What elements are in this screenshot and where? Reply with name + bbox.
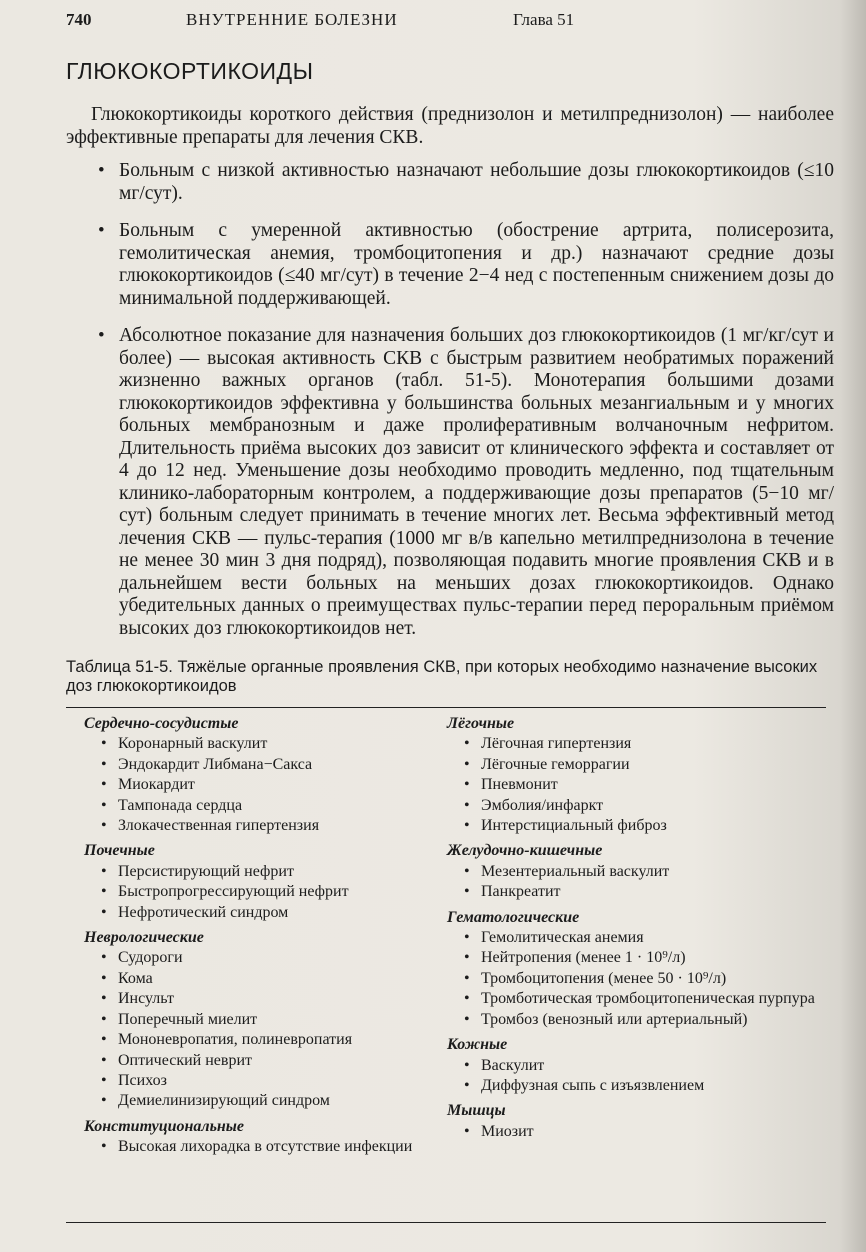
bullet-icon: •	[464, 776, 470, 794]
list-item-text: Инсульт	[118, 990, 174, 1008]
bullet-text: Больным с умеренной активностью (обострение артрита, полисерозита, гемолитическая анемия, тромбоцитопения и др.) назначают средние дозы глюкокортикоидов (≤40 мг/сут) в течение 2−4 нед с постепенным снижением дозы до минимальной поддерживающей.	[119, 220, 834, 309]
treatment-bullet-list	[66, 160, 834, 655]
list-item	[84, 1030, 424, 1050]
bullet-icon: •	[464, 1076, 470, 1094]
category-list	[447, 1122, 817, 1142]
group-gap	[84, 836, 424, 839]
bullet-icon: •	[101, 883, 107, 901]
bullet-icon: •	[464, 883, 470, 901]
list-item-text: Гемолитическая анемия	[481, 929, 644, 947]
bullet-item	[66, 220, 834, 310]
bullet-icon: •	[101, 817, 107, 835]
list-item	[447, 734, 817, 754]
list-item-text: Кома	[118, 969, 153, 987]
list-item-text: Психоз	[118, 1071, 167, 1089]
list-item	[84, 1010, 424, 1030]
group-gap	[84, 1112, 424, 1115]
table-left-column	[84, 712, 424, 1158]
list-item	[447, 755, 817, 775]
list-item	[84, 1071, 424, 1091]
table-category: Гематологические	[447, 908, 580, 926]
list-item	[447, 796, 817, 816]
bullet-icon: •	[464, 817, 470, 835]
list-item-text: Пневмонит	[481, 776, 558, 794]
book-title: ВНУТРЕННИЕ БОЛЕЗНИ	[186, 10, 398, 29]
bullet-icon: •	[101, 755, 107, 773]
bullet-icon: •	[101, 1051, 107, 1069]
list-item-text: Мононевропатия, полиневропатия	[118, 1031, 353, 1049]
bullet-icon: •	[101, 1138, 107, 1156]
list-item	[84, 882, 424, 902]
list-item	[447, 882, 817, 902]
bullet-icon: •	[101, 990, 107, 1008]
list-item	[84, 1091, 424, 1111]
list-item	[84, 1051, 424, 1071]
group-gap	[447, 1030, 817, 1033]
list-item-text: Миокардит	[118, 776, 195, 794]
bullet-icon: •	[101, 776, 107, 794]
list-item	[84, 796, 424, 816]
bullet-icon: •	[464, 949, 470, 967]
list-item	[84, 989, 424, 1009]
list-item-text: Судороги	[118, 949, 183, 967]
bullet-item	[66, 160, 834, 205]
category-list	[447, 1056, 817, 1097]
intro-paragraph: Глюкокортикоиды короткого действия (преднизолон и метилпреднизолон) — наиболее эффективные препараты для лечения СКВ.	[66, 104, 834, 148]
list-item-text: Мезентериальный васкулит	[481, 862, 670, 880]
list-item	[84, 948, 424, 968]
list-item-text: Злокачественная гипертензия	[118, 817, 320, 835]
list-item	[447, 969, 817, 989]
list-item-text: Быстропрогрессирующий нефрит	[118, 883, 349, 901]
group-gap	[447, 903, 817, 906]
group-gap	[447, 836, 817, 839]
bullet-text: Больным с низкой активностью назначают небольшие дозы глюкокортикоидов (≤10 мг/сут).	[119, 160, 834, 204]
list-item-text: Миозит	[481, 1122, 534, 1140]
bullet-icon: •	[101, 969, 107, 987]
bullet-icon: •	[101, 949, 107, 967]
list-item-text: Персистирующий нефрит	[118, 862, 294, 880]
list-item	[84, 969, 424, 989]
list-item	[84, 775, 424, 795]
table-category: Конституциональные	[84, 1117, 245, 1135]
bullet-item	[66, 325, 834, 640]
list-item	[84, 862, 424, 882]
list-item	[447, 989, 817, 1009]
category-list	[447, 928, 817, 1030]
list-item-text: Эмболия/инфаркт	[481, 796, 604, 814]
group-gap	[84, 923, 424, 926]
bullet-icon: •	[101, 796, 107, 814]
table-label: Таблица 51-5.	[66, 658, 173, 676]
list-item	[447, 1056, 817, 1076]
list-item	[447, 928, 817, 948]
category-list	[84, 948, 424, 1111]
bullet-icon: •	[101, 1010, 107, 1028]
page-number: 740	[66, 10, 92, 29]
bullet-icon: •	[101, 1071, 107, 1089]
list-item	[84, 1137, 424, 1157]
list-item-text: Интерстициальный фиброз	[481, 817, 667, 835]
list-item	[447, 816, 817, 836]
list-item-text: Тампонада сердца	[118, 796, 243, 814]
category-list	[84, 1137, 424, 1157]
list-item	[84, 903, 424, 923]
table-caption-text: Тяжёлые органные проявления СКВ, при которых необходимо назначение высоких доз глюкокортикоидов	[66, 658, 818, 695]
table-right-column	[447, 712, 817, 1142]
category-list	[447, 862, 817, 903]
list-item-text: Коронарный васкулит	[118, 735, 268, 753]
bullet-icon: •	[464, 796, 470, 814]
list-item-text: Нейтропения (менее 1 · 10⁹/л)	[481, 949, 686, 967]
table-category: Лёгочные	[447, 715, 515, 732]
list-item-text: Лёгочные геморрагии	[481, 755, 630, 773]
list-item-text: Оптический неврит	[118, 1051, 252, 1069]
list-item	[447, 862, 817, 882]
list-item-text: Лёгочная гипертензия	[481, 735, 632, 753]
bullet-text: Абсолютное показание для назначения больших доз глюкокортикоидов (1 мг/кг/сут и более) — высокая активность СКВ с быстрым развитием необратимых поражений жизненно важных органов (табл. 51-5). Монотерапия большими дозами глюкокортикоидов эффективна у большинства больных мезангиальным и у многих больных мембранозным и даже пролиферативным волчаночным нефритом. Длительность приёма высоких доз зависит от клинического эффекта и составляет от 4 до 12 нед. Уменьшение дозы необходимо проводить медленно, под тщательным клинико-лабораторным контролем, а поддерживающие дозы препаратов (5−10 мг/сут) больным следует принимать в течение многих лет. Весьма эффективный метод лечения СКВ — пульс-терапия (1000 мг в/в капельно метилпреднизолона в течение не менее 30 мин 3 дня подряд), позволяющая подавить многие проявления СКВ и в дальнейшем вести больных на меньших дозах глюкокортикоидов. Однако убедительных данных о преимуществах пульс-терапии перед пероральным приёмом высоких доз глюкокортикоидов нет.	[119, 325, 834, 639]
section-title: ГЛЮКОКОРТИКОИДЫ	[66, 58, 314, 84]
list-item	[447, 1010, 817, 1030]
list-item	[84, 755, 424, 775]
group-gap	[447, 1096, 817, 1099]
list-item-text: Нефротический синдром	[118, 903, 289, 921]
list-item	[447, 1076, 817, 1096]
list-item	[447, 948, 817, 968]
list-item-text: Высокая лихорадка в отсутствие инфекции	[118, 1138, 413, 1156]
bullet-icon: •	[464, 1122, 470, 1140]
table-category: Кожные	[447, 1036, 508, 1054]
bullet-icon: •	[464, 969, 470, 987]
table-category: Желудочно-кишечные	[447, 842, 603, 860]
bullet-icon: •	[464, 735, 470, 753]
list-item-text: Васкулит	[481, 1056, 545, 1074]
bullet-icon: •	[464, 1056, 470, 1074]
bullet-icon: •	[464, 862, 470, 880]
list-item-text: Эндокардит Либмана−Сакса	[118, 755, 313, 773]
list-item-text: Демиелинизирующий синдром	[118, 1092, 330, 1110]
table-top-rule	[66, 707, 826, 708]
bullet-icon: •	[464, 1010, 470, 1028]
bullet-icon: •	[464, 755, 470, 773]
list-item-text: Тромботическая тромбоцитопеническая пурпура	[481, 990, 815, 1008]
bullet-icon: •	[101, 1092, 107, 1110]
bullet-icon: •	[98, 325, 105, 346]
table-bottom-rule	[66, 1222, 826, 1223]
table-category: Сердечно-сосудистые	[84, 715, 239, 732]
chapter-label: Глава 51	[513, 10, 575, 29]
list-item-text: Панкреатит	[481, 883, 561, 901]
category-list	[447, 734, 817, 836]
list-item	[447, 1122, 817, 1142]
table-category: Неврологические	[84, 929, 204, 947]
bullet-icon: •	[98, 220, 105, 241]
bullet-icon: •	[464, 929, 470, 947]
list-item-text: Поперечный миелит	[118, 1010, 258, 1028]
bullet-icon: •	[464, 990, 470, 1008]
bullet-icon: •	[101, 1031, 107, 1049]
list-item	[447, 775, 817, 795]
table-category: Мышцы	[447, 1102, 506, 1120]
bullet-icon: •	[101, 862, 107, 880]
category-list	[84, 734, 424, 836]
list-item-text: Тромбоцитопения (менее 50 · 10⁹/л)	[481, 969, 727, 987]
list-item	[84, 816, 424, 836]
list-item-text: Диффузная сыпь с изъязвлением	[481, 1076, 705, 1094]
list-item	[84, 734, 424, 754]
category-list	[84, 862, 424, 923]
table-caption	[66, 658, 836, 696]
bullet-icon: •	[98, 160, 105, 181]
running-header	[66, 10, 846, 38]
bullet-icon: •	[101, 735, 107, 753]
list-item-text: Тромбоз (венозный или артериальный)	[481, 1010, 748, 1028]
table-category: Почечные	[84, 842, 155, 860]
bullet-icon: •	[101, 903, 107, 921]
